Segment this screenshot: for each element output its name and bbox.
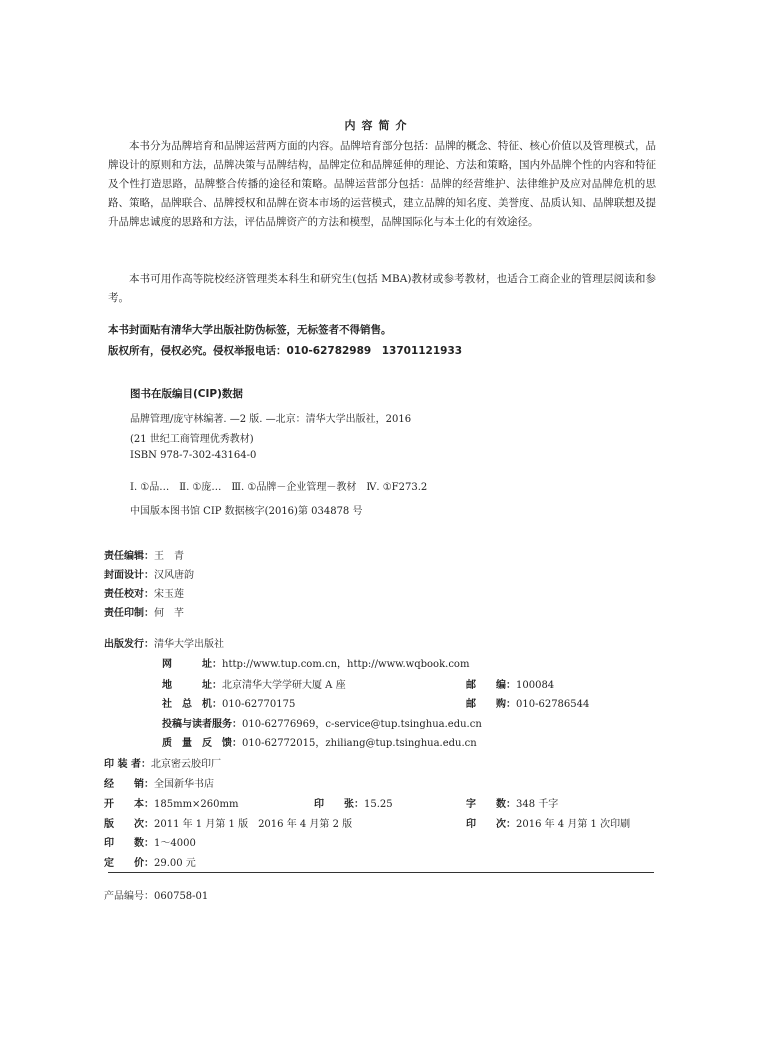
edition-label: 版 次： xyxy=(104,819,154,830)
staff-value: 王 青 xyxy=(154,551,184,562)
address-value: 北京清华大学学研大厦 A 座 xyxy=(222,680,346,691)
website-label: 网 址： xyxy=(162,659,222,670)
price-row xyxy=(104,851,196,870)
staff-row xyxy=(104,582,184,601)
divider xyxy=(108,872,654,873)
printing-label: 印 次： xyxy=(466,819,516,830)
switchboard-value: 010-62770175 xyxy=(222,699,296,710)
mail-order-row xyxy=(466,692,589,711)
cip-line: (21 世纪工商管理优秀教材) xyxy=(130,434,254,445)
mail-order-label: 邮 购： xyxy=(466,699,516,710)
printer-row xyxy=(104,752,221,771)
quality-feedback-row xyxy=(162,731,477,750)
staff-label: 责任编辑： xyxy=(104,551,154,562)
product-code: 产品编号：060758-01 xyxy=(104,891,209,902)
website-value: http://www.tup.com.cn，http://www.wqbook.com xyxy=(222,659,470,670)
staff-value: 宋玉莲 xyxy=(154,589,184,600)
price-label: 定 价： xyxy=(104,858,154,869)
format-label: 开 本： xyxy=(104,799,154,810)
word-count-label: 字 数： xyxy=(466,799,516,810)
copies-label: 印 数： xyxy=(104,838,154,849)
website-row xyxy=(162,652,469,671)
sheets-label: 印 张： xyxy=(314,799,364,810)
quality-feedback-value: 010-62772015，zhiliang@tup.tsinghua.edu.cn xyxy=(242,738,477,749)
anti-counterfeit-notice: 本书封面贴有清华大学出版社防伪标签，无标签者不得销售。 xyxy=(108,324,392,336)
switchboard-label: 社 总 机： xyxy=(162,699,222,710)
cip-line: 中国版本图书馆 CIP 数据核字(2016)第 034878 号 xyxy=(130,506,363,517)
sheets-row xyxy=(314,792,393,811)
publisher-value: 清华大学出版社 xyxy=(154,639,224,650)
distributor-row xyxy=(104,772,214,791)
summary-paragraph-1: 本书分为品牌培育和品牌运营两方面的内容。品牌培育部分包括：品牌的概念、特征、核心价值以及管理模式，品牌设计的原则和方法，品牌决策与品牌结构，品牌定位和品牌延伸的理论、方法和策略，国内外品牌个性的内容和特征及个性打造思路，品牌整合传播的途径和策略。品牌运营部分包括：品牌的经营维护、法律维护及应对品牌危机的思路、策略，品牌联合、品牌授权和品牌在资本市场的运营模式，建立品牌的知名度、美誉度、品质认知、品牌联想及提升品牌忠诚度的思路和方法，评估品牌资产的方法和模型，品牌国际化与本土化的有效途径。 xyxy=(108,140,656,228)
publisher-row xyxy=(104,632,224,651)
zip-value: 100084 xyxy=(516,680,555,691)
switchboard-row xyxy=(162,692,295,711)
section-title: 内容简介 xyxy=(344,119,413,132)
mail-order-value: 010-62786544 xyxy=(516,699,590,710)
printing-row xyxy=(466,812,630,831)
staff-label: 封面设计： xyxy=(104,570,154,581)
copies-value: 1～4000 xyxy=(154,838,196,849)
submission-value: 010-62776969，c-service@tup.tsinghua.edu.cn xyxy=(242,719,482,730)
staff-row xyxy=(104,544,184,563)
staff-label: 责任校对： xyxy=(104,589,154,600)
distributor-label: 经 销： xyxy=(104,779,154,790)
address-row xyxy=(162,673,346,692)
cip-line: 品牌管理/庞守林编著. —2 版. —北京：清华大学出版社，2016 xyxy=(130,414,412,425)
submission-row xyxy=(162,712,482,731)
word-count-row xyxy=(466,792,558,811)
edition-value: 2011 年 1 月第 1 版 2016 年 4 月第 2 版 xyxy=(154,819,353,830)
edition-row xyxy=(104,812,352,831)
submission-label: 投稿与读者服务： xyxy=(162,719,242,730)
printer-label: 印 装 者： xyxy=(104,759,151,770)
printer-value: 北京密云胶印厂 xyxy=(150,759,221,770)
cip-line: Ⅰ. ①品… Ⅱ. ①庞… Ⅲ. ①品牌－企业管理－教材 Ⅳ. ①F273.2 xyxy=(130,482,428,493)
copyright-notice: 版权所有，侵权必究。侵权举报电话：010-62782989 13701121933 xyxy=(108,345,463,357)
zip-row xyxy=(466,673,554,692)
sheets-value: 15.25 xyxy=(364,799,393,810)
staff-value: 汉风唐韵 xyxy=(154,570,194,581)
format-row xyxy=(104,792,238,811)
zip-label: 邮 编： xyxy=(466,680,516,691)
cip-heading: 图书在版编目(CIP)数据 xyxy=(130,388,243,400)
staff-label: 责任印制： xyxy=(104,608,154,619)
staff-row xyxy=(104,563,194,582)
price-value: 29.00 元 xyxy=(154,858,196,869)
word-count-value: 348 千字 xyxy=(516,799,559,810)
distributor-value: 全国新华书店 xyxy=(154,779,214,790)
copies-row xyxy=(104,831,196,850)
quality-feedback-label: 质 量 反 馈： xyxy=(162,738,242,749)
publisher-label: 出版发行： xyxy=(104,639,154,650)
address-label: 地 址： xyxy=(162,680,222,691)
staff-value: 何 芊 xyxy=(154,608,184,619)
summary-paragraph-2: 本书可用作高等院校经济管理类本科生和研究生(包括 MBA)教材或参考教材，也适合工商企业的管理层阅读和参考。 xyxy=(108,273,656,304)
staff-row xyxy=(104,601,184,620)
format-value: 185mm×260mm xyxy=(154,799,239,810)
cip-line: ISBN 978-7-302-43164-0 xyxy=(130,450,257,461)
printing-value: 2016 年 4 月第 1 次印刷 xyxy=(516,819,631,830)
